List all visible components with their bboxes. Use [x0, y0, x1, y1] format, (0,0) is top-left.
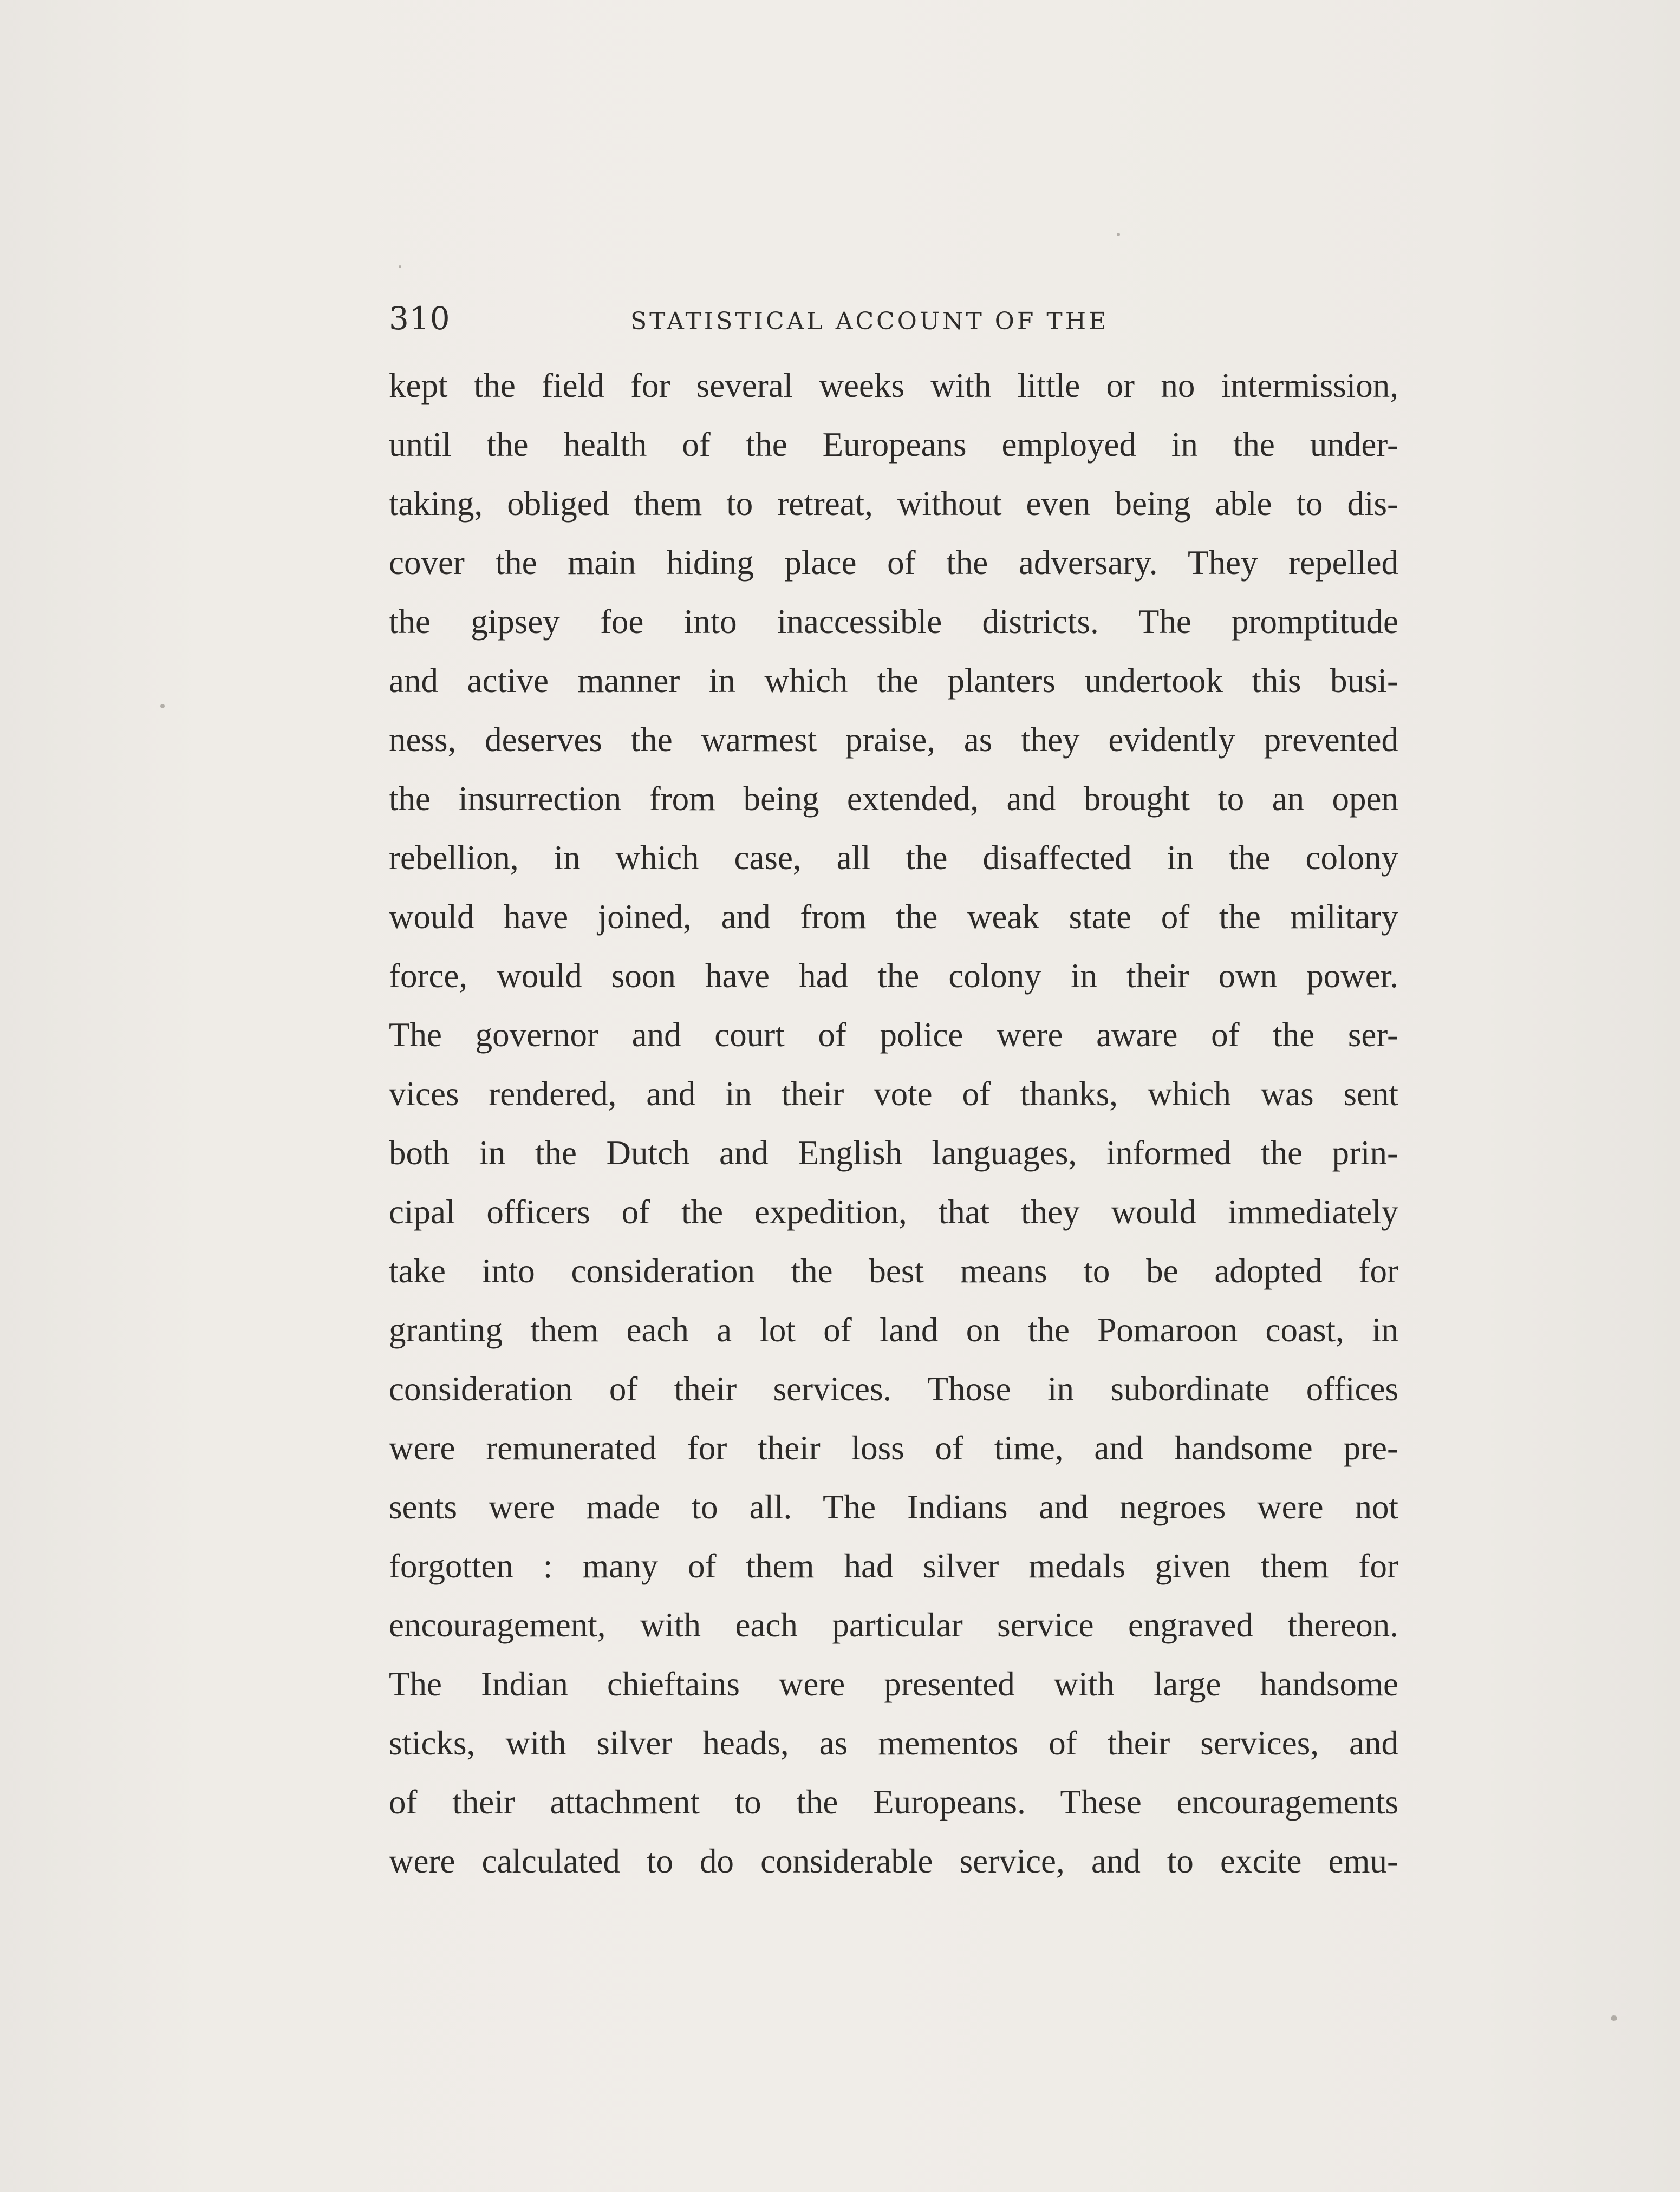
text-line: and active manner in which the planters undertook this busi- [389, 662, 1398, 700]
page-number: 310 [389, 300, 451, 337]
text-line: forgotten : many of them had silver medals given them for [389, 1547, 1398, 1585]
text-line: the gipsey foe into inaccessible districts. The promptitude [389, 603, 1398, 641]
text-line: both in the Dutch and English languages, informed the prin- [389, 1134, 1398, 1172]
text-line: sticks, with silver heads, as mementos of their services, and [389, 1724, 1398, 1762]
paper-speck [1117, 233, 1120, 236]
running-head: STATISTICAL ACCOUNT OF THE [630, 308, 1109, 335]
text-line: cipal officers of the expedition, that they would immediately [389, 1193, 1398, 1231]
page-header [389, 297, 1407, 340]
text-line: ness, deserves the warmest praise, as they evidently prevented [389, 721, 1398, 759]
text-line: take into consideration the best means to be adopted for [389, 1252, 1398, 1290]
text-line: The governor and court of police were aware of the ser- [389, 1016, 1398, 1054]
text-line: the insurrection from being extended, and brought to an open [389, 780, 1398, 818]
paper-speck [1611, 2015, 1617, 2021]
text-line: rebellion, in which case, all the disaffected in the colony [389, 839, 1398, 877]
text-line: consideration of their services. Those in subordinate offices [389, 1370, 1398, 1408]
text-line: were remunerated for their loss of time, and handsome pre- [389, 1429, 1398, 1467]
body-text [389, 356, 1398, 1891]
text-line: until the health of the Europeans employed in the under- [389, 426, 1398, 464]
paper-speck [160, 704, 165, 708]
text-line: kept the field for several weeks with little or no intermission, [389, 367, 1398, 405]
text-line: encouragement, with each particular service engraved thereon. [389, 1606, 1398, 1644]
text-line: sents were made to all. The Indians and negroes were not [389, 1488, 1398, 1526]
text-line: The Indian chieftains were presented with large handsome [389, 1665, 1398, 1703]
text-line: cover the main hiding place of the adversary. They repelled [389, 544, 1398, 582]
text-line: were calculated to do considerable service, and to excite emu- [389, 1842, 1398, 1880]
text-line: would have joined, and from the weak state of the military [389, 898, 1398, 936]
text-line: force, would soon have had the colony in their own power. [389, 957, 1398, 995]
text-line: of their attachment to the Europeans. These encouragements [389, 1783, 1398, 1821]
text-line: granting them each a lot of land on the Pomaroon coast, in [389, 1311, 1398, 1349]
paper-speck [399, 265, 401, 268]
text-line: vices rendered, and in their vote of thanks, which was sent [389, 1075, 1398, 1113]
text-line: taking, obliged them to retreat, without even being able to dis- [389, 485, 1398, 523]
